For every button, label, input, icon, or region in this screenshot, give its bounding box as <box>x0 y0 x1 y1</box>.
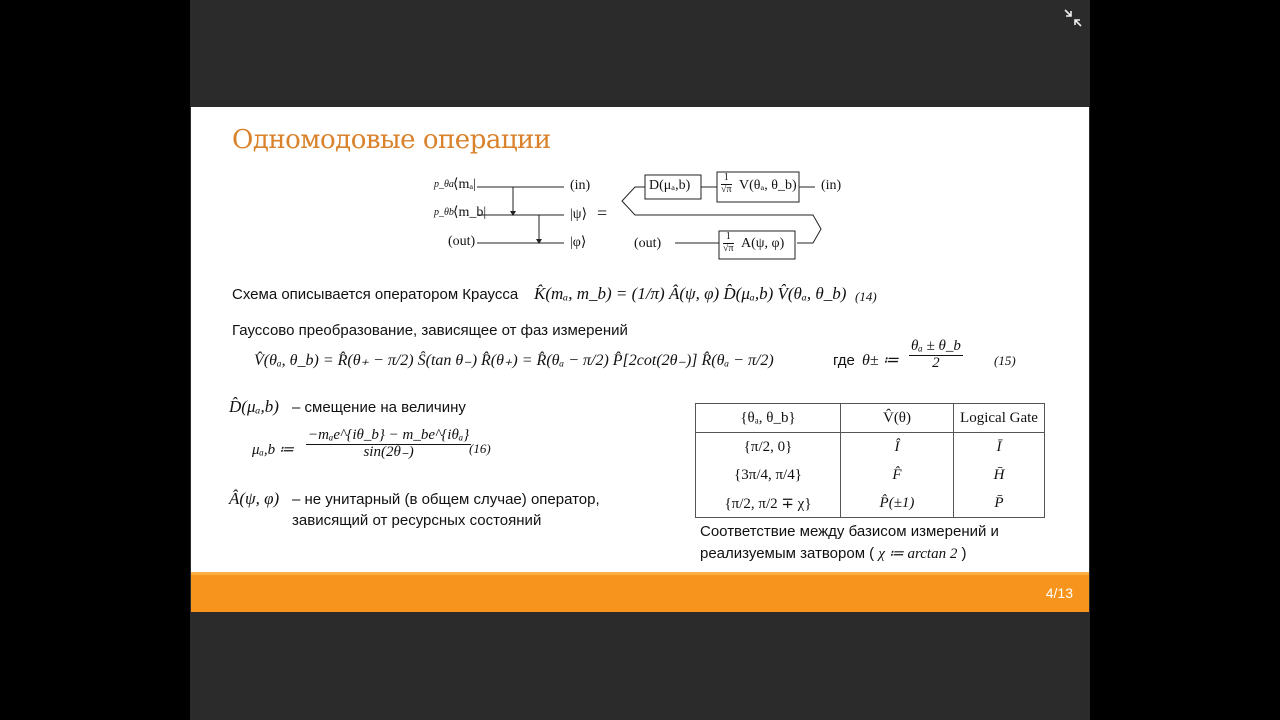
box-A-frac <box>723 232 734 254</box>
table-row <box>696 461 1045 489</box>
slide <box>191 107 1089 612</box>
theta-pm-lhs: θ± ≔ <box>862 352 899 369</box>
table-cell: H̄ <box>954 461 1045 489</box>
box-D-label: D(μₐ,b) <box>649 178 691 193</box>
frac-num-a: 1 <box>723 232 734 244</box>
where-label: где <box>833 352 855 369</box>
circuit-equals: = <box>597 203 608 223</box>
label-psi: |ψ⟩ <box>570 207 588 222</box>
box-A-label: A(ψ, φ) <box>741 236 785 251</box>
D-description: – смещение на величину <box>292 399 466 416</box>
table-cell: {3π/4, π/4} <box>696 461 841 489</box>
label-out-left: (out) <box>448 234 476 249</box>
theta-den: 2 <box>932 354 940 371</box>
table-cell: {π/2, 0} <box>696 433 841 462</box>
kraus-equation: K̂(mₐ, m_b) = (1/π) Â(ψ, φ) D̂(μₐ,b) V̂(θₐ, θ_b) <box>534 284 847 303</box>
label-ma: ⟨mₐ| <box>453 177 476 192</box>
slide-footer <box>191 575 1089 612</box>
label-out-right: (out) <box>634 236 662 251</box>
table-caption-2 <box>700 544 967 563</box>
label-in-right: (in) <box>821 178 842 193</box>
frac-den: √π <box>721 183 732 195</box>
label-phi: |φ⟩ <box>570 235 587 250</box>
label-p-theta-b: p_θb <box>434 207 454 218</box>
A-description-2: зависящий от ресурсных состояний <box>292 512 542 529</box>
table-caption-1: Соответствие между базисом измерений и <box>700 523 999 540</box>
table-row <box>696 433 1045 462</box>
mu-num: −mₐe^{iθ_b} − m_be^{iθₐ} <box>308 427 470 443</box>
A-symbol: Â(ψ, φ) <box>229 489 280 508</box>
table-cell: {π/2, π/2 ∓ χ} <box>696 489 841 518</box>
frac-num: 1 <box>721 173 732 185</box>
table-row <box>696 489 1045 518</box>
caption-text: реализуемым затвором ( <box>700 545 875 562</box>
gauss-label: Гауссово преобразование, зависящее от фаз измерений <box>232 322 628 339</box>
gauss-equation: V̂(θₐ, θ_b) = R̂(θ₊ − π/2) Ŝ(tan θ₋) R̂(θ₊) = R̂(θₐ − π/2) P̂[2cot(2θ₋)] R̂(θₐ − π/2) <box>254 352 774 369</box>
table-header: {θₐ, θ_b} <box>696 404 841 433</box>
box-V-frac <box>721 173 732 195</box>
page-number: 4/13 <box>1045 585 1073 601</box>
box-V-label: V(θₐ, θ_b) <box>739 178 797 193</box>
kraus-label: Схема описывается оператором Краусса <box>232 286 519 303</box>
caption-close: ) <box>961 545 967 562</box>
mu-lhs: μₐ,b ≔ <box>252 442 294 458</box>
table-header: Logical Gate <box>954 404 1045 433</box>
label-in-left: (in) <box>570 178 591 193</box>
mu-den: sin(2θ₋) <box>363 443 414 460</box>
table-cell: Ī <box>954 433 1045 462</box>
table-header: V̂(θ) <box>841 404 954 433</box>
caption-chi: χ ≔ arctan 2 <box>878 546 958 562</box>
eq-tag-16: (16) <box>469 441 491 456</box>
A-description-1: – не унитарный (в общем случае) оператор, <box>292 491 600 508</box>
table-cell: Î <box>841 433 954 462</box>
slide-title: Одномодовые операции <box>232 125 551 155</box>
table-cell: P̄ <box>954 489 1045 518</box>
exit-fullscreen-icon[interactable] <box>1064 9 1082 27</box>
label-mb: ⟨m_b| <box>453 205 487 220</box>
eq-tag-15: (15) <box>994 353 1016 368</box>
mu-frac <box>306 428 471 461</box>
D-symbol: D̂(μₐ,b) <box>229 397 279 416</box>
table-header-row <box>696 404 1045 433</box>
table-cell: F̂ <box>841 461 954 489</box>
gate-table <box>695 403 1045 518</box>
frac-den-a: √π <box>723 242 734 254</box>
label-p-theta-a: p_θa <box>434 179 454 190</box>
table-cell: P̂(±1) <box>841 489 954 518</box>
eq-tag-14: (14) <box>855 289 877 304</box>
theta-pm-frac <box>909 339 963 372</box>
theta-num: θₐ ± θ_b <box>911 338 961 354</box>
